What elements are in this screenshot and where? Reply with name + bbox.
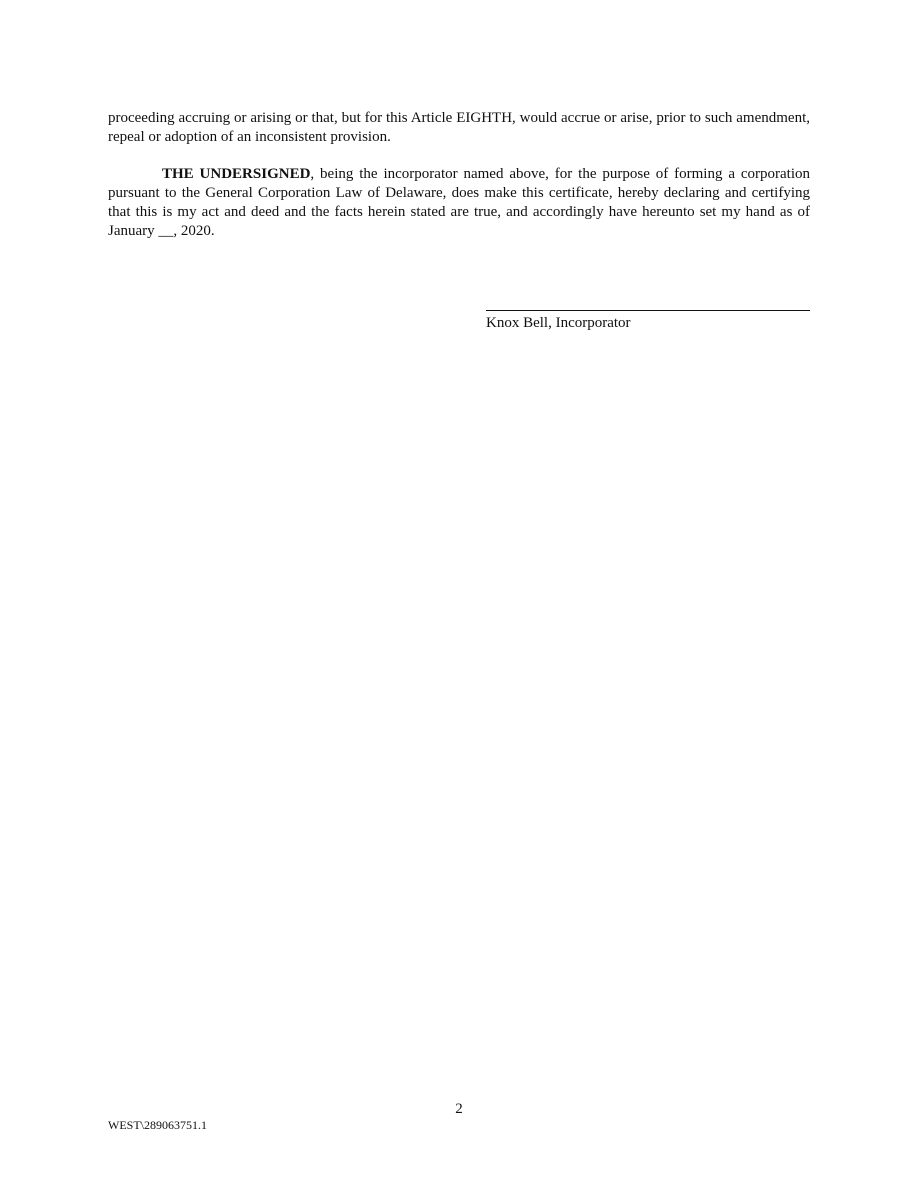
signature-line [486,310,810,311]
paragraph-undersigned [108,165,810,241]
undersigned-body: , being the incorporator named above, for the purpose of forming a corporation pursuant to the General Corporation Law of Delaware, does make this certificate, hereby declaring and certifying that this is my act and deed and the facts herein stated are true, and accordingly have hereunto set my hand as of January __, 2020. [108,166,811,239]
signature-name: Knox Bell, Incorporator [486,315,631,331]
page-number: 2 [455,1101,463,1117]
paragraph-article-eighth-continuation: proceeding accruing or arising or that, but for this Article EIGHTH, would accrue or arise, prior to such amendment, repeal or adoption of an inconsistent provision. [108,110,810,145]
undersigned-heading: THE UNDERSIGNED [162,166,311,182]
document-id: WEST\289063751.1 [108,1118,207,1132]
